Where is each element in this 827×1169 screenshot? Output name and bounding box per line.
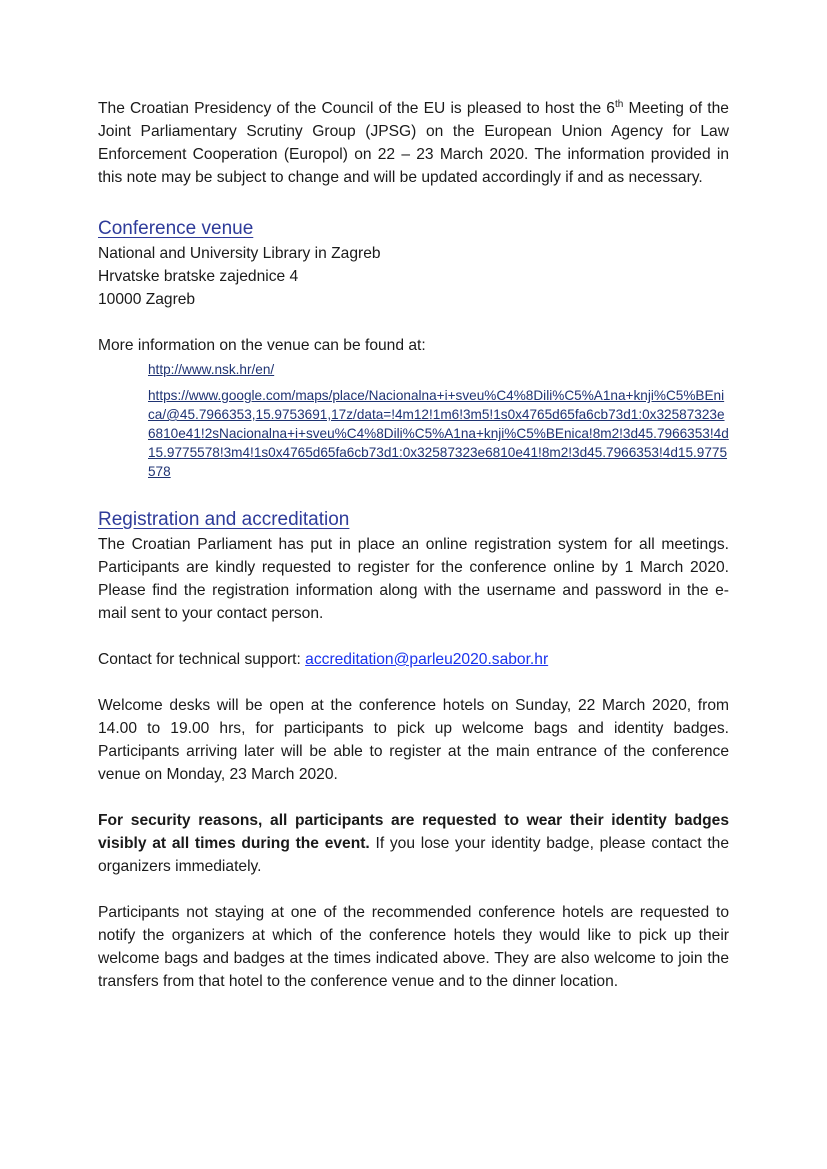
conference-venue-heading: Conference venue	[98, 218, 254, 239]
venue-links	[148, 360, 730, 481]
intro-text: The Croatian Presidency of the Council of the EU is pleased to host the 6	[98, 100, 615, 117]
intro-text-rest: Meeting of the Joint Parliamentary Scrutiny Group (JPSG) on the European Union Agency for Law Enforcement Cooperation (Europol) on 22 – 23 March 2020. The information provided in this note may be subject to change and will be updated accordingly if and as necessary.	[98, 100, 729, 186]
participants-paragraph: Participants not staying at one of the recommended conference hotels are requested to notify the organizers at which of the conference hotels they would like to pick up their welcome bags and badges at the times indicated above. They are also welcome to join the transfers from that hotel to the conference venue and to the dinner location.	[98, 904, 729, 990]
more-info-text: More information on the venue can be found at:	[98, 337, 426, 354]
address-line: Hrvatske bratske zajednice 4	[98, 268, 299, 285]
venue-address	[98, 242, 729, 311]
ordinal-suffix: th	[614, 98, 624, 110]
welcome-desks-paragraph: Welcome desks will be open at the conference hotels on Sunday, 22 March 2020, from 14.00 to 19.00 hrs, for participants to pick up welcome bags and identity badges. Participants arriving later will be able to register at the main entrance of the conference venue on Monday, 23 March 2020.	[98, 697, 729, 783]
google-maps-link[interactable]: https://www.google.com/maps/place/Nacionalna+i+sveu%C4%8Dili%C5%A1na+knji%C5%BEnica/@45.7966353,15.9753691,17z/data=!4m12!1m6!3m5!1s0x4765d65fa6cb73d1:0x32587323e6810e41!2sNacionalna+i+sveu%C4%8Dili%C5%A1na+knji%C5%BEnica!8m2!3d45.7966353!4d15.9775578!3m4!1s0x4765d65fa6cb73d1:0x32587323e6810e41!8m2!3d45.7966353!4d15.9775578	[148, 388, 729, 479]
security-rest: If you lose your identity badge, please contact the organizers immediately.	[98, 835, 730, 875]
nsk-link[interactable]: http://www.nsk.hr/en/	[148, 362, 275, 377]
address-line: National and University Library in Zagreb	[98, 245, 381, 262]
security-notice: For security reasons, all participants are requested to wear their identity badges visibly at all times during the event.	[98, 812, 729, 852]
security-paragraph	[98, 809, 729, 878]
registration-paragraph: The Croatian Parliament has put in place an online registration system for all meetings. Participants are kindly requested to register for the conference online by 1 March 2020. Please find the registration information along with the username and password in the e-mail sent to your contact person.	[98, 536, 729, 622]
address-line: 10000 Zagreb	[98, 291, 196, 308]
contact-label: Contact for technical support:	[98, 651, 306, 668]
accreditation-email-link[interactable]: accreditation@parleu2020.sabor.hr	[305, 651, 549, 668]
contact-paragraph	[98, 648, 729, 671]
intro-paragraph	[98, 97, 729, 189]
registration-heading: Registration and accreditation	[98, 509, 350, 530]
